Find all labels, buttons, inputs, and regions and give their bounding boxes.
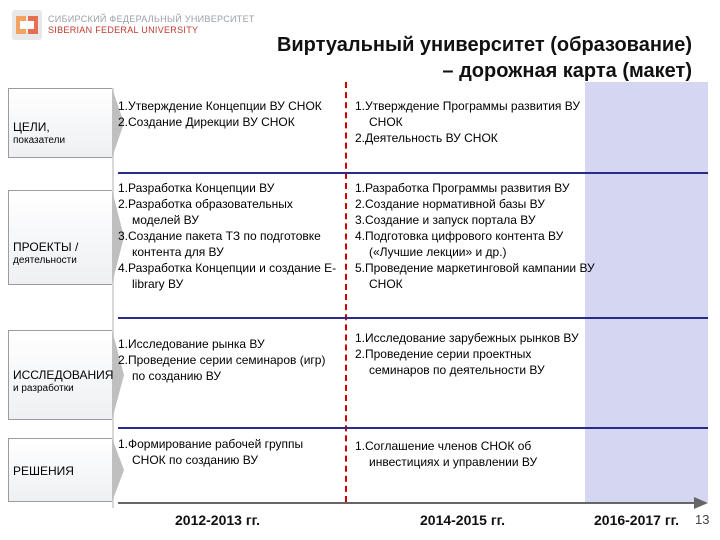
list-item: 5.Проведение маркетинговой кампании ВУ СНОК bbox=[355, 261, 595, 291]
list-item: 2.Создание нормативной базы ВУ bbox=[355, 197, 545, 211]
category-title: ЦЕЛИ, bbox=[13, 120, 50, 134]
list-item: 2.Проведение серии семинаров (игр) по созданию ВУ bbox=[118, 353, 326, 383]
category-projects bbox=[8, 190, 112, 285]
category-title: ПРОЕКТЫ / bbox=[13, 240, 79, 254]
row1-period2 bbox=[355, 98, 580, 146]
category-subtitle: и разработки bbox=[13, 383, 74, 394]
row-separator bbox=[118, 317, 708, 319]
row3-period1 bbox=[118, 336, 340, 384]
logo-line-en: SIBERIAN FEDERAL UNIVERSITY bbox=[48, 25, 199, 35]
list-item: 4.Разработка Концепции и создание E-library ВУ bbox=[118, 261, 337, 291]
list-item: 1.Утверждение Концепции ВУ СНОК bbox=[118, 99, 322, 113]
category-subtitle: деятельности bbox=[13, 255, 77, 266]
future-period-column bbox=[585, 82, 708, 502]
category-research bbox=[8, 330, 112, 420]
list-item: 1.Соглашение членов СНОК об инвестициях и управлении ВУ bbox=[355, 439, 538, 469]
row4-period2 bbox=[355, 438, 583, 470]
list-item: 2.Разработка образовательных моделей ВУ bbox=[118, 197, 293, 227]
title-line-2: – дорожная карта (макет) bbox=[442, 60, 692, 82]
list-item: 3.Создание и запуск портала ВУ bbox=[355, 213, 536, 227]
timeline-axis bbox=[118, 502, 698, 504]
title-line-1: Виртуальный университет (образование) bbox=[276, 34, 692, 56]
row3-period2 bbox=[355, 330, 580, 378]
list-item: 2.Деятельность ВУ СНОК bbox=[355, 131, 498, 145]
category-title: РЕШЕНИЯ bbox=[13, 464, 74, 478]
period-label-1: 2012-2013 гг. bbox=[175, 512, 260, 528]
list-item: 2.Создание Дирекции ВУ СНОК bbox=[118, 115, 295, 129]
timeline-arrow-icon bbox=[694, 497, 708, 509]
row2-period1 bbox=[118, 180, 340, 292]
list-item: 4.Подготовка цифрового контента ВУ («Лучшие лекции» и др.) bbox=[355, 229, 564, 259]
page-title bbox=[150, 32, 692, 84]
list-item: 1.Утверждение Программы развития ВУ СНОК bbox=[355, 99, 580, 129]
list-item: 1.Исследование рынка ВУ bbox=[118, 337, 265, 351]
row4-period1 bbox=[118, 436, 340, 468]
list-item: 2.Проведение серии проектных семинаров по деятельности ВУ bbox=[355, 347, 545, 377]
logo-line-ru: СИБИРСКИЙ ФЕДЕРАЛЬНЫЙ УНИВЕРСИТЕТ bbox=[48, 14, 255, 24]
list-item: 1.Разработка Программы развития ВУ bbox=[355, 181, 570, 195]
row-separator bbox=[118, 427, 708, 429]
category-title: ИССЛЕДОВАНИЯ bbox=[13, 368, 114, 382]
page-number: 13 bbox=[695, 512, 710, 527]
category-decisions bbox=[8, 438, 112, 502]
list-item: 1.Формирование рабочей группы СНОК по созданию ВУ bbox=[118, 437, 304, 467]
row2-period2 bbox=[355, 180, 600, 292]
period-divider-dashed bbox=[345, 82, 347, 502]
period-label-3: 2016-2017 гг. bbox=[594, 512, 679, 528]
period-label-2: 2014-2015 гг. bbox=[420, 512, 505, 528]
category-subtitle: показатели bbox=[13, 135, 66, 146]
list-item: 1.Исследование зарубежных рынков ВУ bbox=[355, 331, 579, 345]
category-goals bbox=[8, 88, 112, 158]
row1-period1 bbox=[118, 98, 340, 130]
list-item: 3.Создание пакета ТЗ по подготовке контента для ВУ bbox=[118, 229, 321, 259]
list-item: 1.Разработка Концепции ВУ bbox=[118, 181, 275, 195]
row-separator bbox=[118, 172, 708, 174]
sfu-logo-mark bbox=[12, 10, 42, 40]
